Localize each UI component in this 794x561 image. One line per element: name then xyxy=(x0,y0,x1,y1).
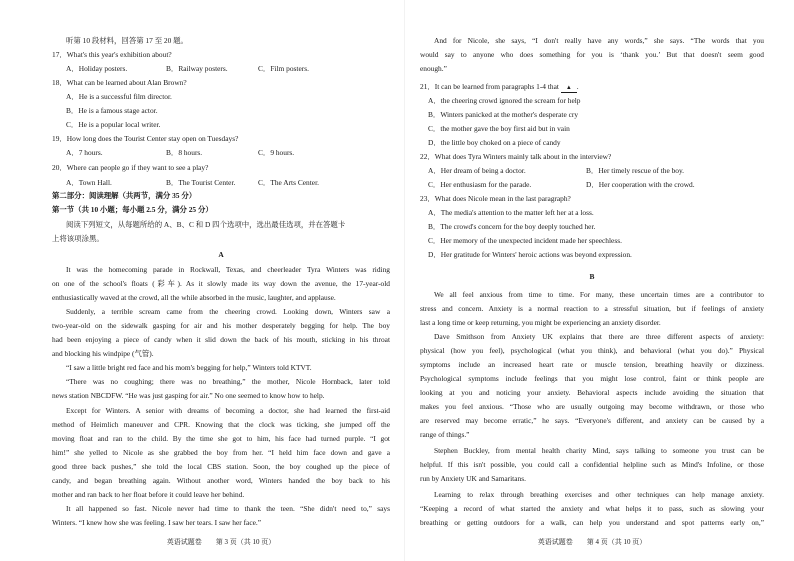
q21-option-c[interactable]: C．the mother gave the boy first aid but in vain xyxy=(428,124,570,133)
q17-option-b[interactable]: B．Railway posters. xyxy=(166,64,228,73)
question-19: 19．How long does the Tourist Center stay open on Tuesdays? xyxy=(52,134,239,143)
passage-a-p5-line: method of Heimlich maneuver and CPR. Knowing that the clock was ticking, she jumped off the xyxy=(52,420,390,429)
question-17: 17．What's this year's exhibition about? xyxy=(52,50,172,59)
passage-b-p4-line: breathing or getting outdoors for a walk, can help you understand and spot patterns early on,” xyxy=(420,518,764,527)
passage-b-p2-line: physical (how you feel), psychological (what you think), and behavioral (what you do).” Physical xyxy=(420,346,764,355)
instructions-line-1: 阅读下列短文，从每题所给的 A、B、C 和 D 四个选项中，选出最佳选项，并在答题卡 xyxy=(66,220,346,229)
passage-a-p4-line: “There was no coughing; there was no breathing,” the mother, Nicole Hornback, later told xyxy=(66,377,390,386)
passage-a-p2-line: and blocking his windpipe (气管). xyxy=(52,349,154,358)
passage-a-p7-line: And for Nicole, she says, “I don't really have any words,” she says. “The words that you xyxy=(434,36,764,45)
passage-b-title: B xyxy=(589,272,595,281)
passage-a-p5-line: Except for Winters. A senior with dreams of becoming a doctor, she had learned the first-aid xyxy=(66,406,390,415)
q22-option-b[interactable]: B．Her timely rescue of the boy. xyxy=(586,166,685,175)
instructions-line-2: 上将该项涂黑。 xyxy=(52,234,104,243)
section-one-heading: 第一节（共 10 小题；每小题 2.5 分，满分 25 分） xyxy=(52,205,213,214)
q23-option-a[interactable]: A．The media's attention to the matter left her at a loss. xyxy=(428,208,594,217)
passage-a-title: A xyxy=(218,250,224,259)
passage-b-p4-line: Learning to relax through breathing exercises and other techniques can help manage anxiety. xyxy=(434,490,764,499)
q18-option-c[interactable]: C．He is a popular local writer. xyxy=(66,120,161,129)
passage-b-p1-line: stress and concern. Anxiety is a normal reaction to a stressful situation, but if feelings of anxiety xyxy=(420,304,764,313)
q23-option-b[interactable]: B．The crowd's concern for the boy deeply touched her. xyxy=(428,222,596,231)
question-20: 20．Where can people go if they want to see a play? xyxy=(52,163,209,172)
q22-option-c[interactable]: C．Her enthusiasm for the parade. xyxy=(428,180,532,189)
passage-a-p7-line: would say to anyone who does something for you is ‘thank you.’ But that doesn't seem good xyxy=(420,50,764,59)
listening-intro: 听第 10 段材料，回答第 17 至 20 题。 xyxy=(66,36,188,45)
passage-b-p2-line: looking at you and noticing your anxiety. Behavioral aspects include avoiding the situation that xyxy=(420,388,764,397)
passage-b-p4-line: “Keeping a record of what started the anxiety and what helps it to pass, such as slowing your xyxy=(420,504,764,513)
passage-a-p2-line: Suddenly, a terrible scream came from the cheering crowd. Looking down, Winters saw a xyxy=(66,307,390,316)
right-page-footer: 英语试题卷 第 4 页（共 10 页） xyxy=(537,538,647,546)
q21-option-b[interactable]: B．Winters panicked at the mother's desperate cry xyxy=(428,110,579,119)
q18-option-a[interactable]: A．He is a successful film director. xyxy=(66,92,172,101)
passage-b-p2-line: symptoms include an increased heart rate or muscle tension, breathing heavily or dizziness. xyxy=(420,360,764,369)
passage-a-p5-line: good three back pushes,” she told the local CBS station. Soon, the boy coughed up the piece of xyxy=(52,462,390,471)
passage-a-p5-line: him!” she yelled to Nicole as she grabbed the boy from her. “I held him face down and gave a xyxy=(52,448,390,457)
passage-a-p5-line: candy, and began breathing again. Without another word, Winters handed the boy back to his xyxy=(52,476,390,485)
right-page xyxy=(420,0,764,561)
passage-a-p5-line: mother and ran back to her float before it could leave her behind. xyxy=(52,490,245,499)
passage-a-p1-line: It was the homecoming parade in Rockwall, Texas, and cheerleader Tyra Winters was riding xyxy=(66,265,390,274)
passage-b-p2-line: are reserved may become erratic,” he says. “Everyone's different, and anxiety can be caused by a xyxy=(420,416,764,425)
question-22: 22．What does Tyra Winters mainly talk about in the interview? xyxy=(420,152,612,161)
passage-a-p1-line: on one of the school's floats (彩车). As it slowly made its way down the avenue, the 17-year-old xyxy=(52,279,390,288)
answer-blank: ▲ xyxy=(561,84,577,93)
q17-option-a[interactable]: A．Holiday posters. xyxy=(66,64,128,73)
left-page xyxy=(52,0,390,561)
q20-option-a[interactable]: A．Town Hall. xyxy=(66,178,112,187)
passage-b-p2-line: makes you feel anxious. “Those who are usually outgoing may become withdrawn, or those who xyxy=(420,402,764,411)
passage-b-p1-line: We all feel anxious from time to time. For many, these uncertain times are a contributor to xyxy=(434,290,764,299)
q21-period: . xyxy=(576,82,579,91)
q19-option-a[interactable]: A．7 hours. xyxy=(66,148,103,157)
q21-option-a[interactable]: A．the cheering crowd ignored the scream for help xyxy=(428,96,581,105)
passage-b-p2-line: Psychological symptoms include feelings that you might lose control, faint or think people are xyxy=(420,374,764,383)
passage-a-p4-line: news station NBCDFW. “He was just gasping for air.” No one seemed to know how to help. xyxy=(52,391,325,400)
page-divider xyxy=(404,0,405,561)
question-21 xyxy=(420,82,579,93)
passage-a-p2-line: two-year-old on the sidewalk gasping for air and his mother desperately begging for help. The boy xyxy=(52,321,390,330)
q20-option-c[interactable]: C．The Arts Center. xyxy=(258,178,319,187)
passage-b-p3-line: Stephen Buckley, from mental health charity Mind, says talking to someone you trust can be xyxy=(434,446,764,455)
q21-option-d[interactable]: D．the little boy choked on a piece of candy xyxy=(428,138,561,147)
passage-a-p5-line: moving float and ran to the child. By the time she got to him, his face had turned purple. “I got xyxy=(52,434,390,443)
q22-option-d[interactable]: D．Her cooperation with the crowd. xyxy=(586,180,695,189)
question-23: 23．What does Nicole mean in the last paragraph? xyxy=(420,194,571,203)
passage-a-p6-line: It all happened so fast. Nicole never had time to thank the teen. “She didn't need to,” says xyxy=(66,504,390,513)
passage-b-p2-line: Dave Smithson from Anxiety UK explains that there are three different aspects of anxiety: xyxy=(434,332,764,341)
q19-option-c[interactable]: C．9 hours. xyxy=(258,148,295,157)
passage-a-p1-line: enthusiastically waved at the crowd, all the while absorbed in the music, laughter, and applause. xyxy=(52,293,336,302)
passage-a-p6-line: Winters. “I knew how she was feeling. I saw her tears. I saw her face.” xyxy=(52,518,262,527)
q21-stem: 21．It can be learned from paragraphs 1-4 that xyxy=(420,82,559,91)
q22-option-a[interactable]: A．Her dream of being a doctor. xyxy=(428,166,526,175)
q20-option-b[interactable]: B．The Tourist Center. xyxy=(166,178,236,187)
q17-option-c[interactable]: C．Film posters. xyxy=(258,64,309,73)
part-two-heading: 第二部分：阅读理解（共两节，满分 35 分） xyxy=(52,191,197,200)
q23-option-d[interactable]: D．Her gratitude for Winters' heroic actions was beyond expression. xyxy=(428,250,632,259)
q18-option-b[interactable]: B．He is a famous stage actor. xyxy=(66,106,158,115)
passage-a-p3: “I saw a little bright red face and his mom's begging for help,” Winters told KTVT. xyxy=(66,363,312,372)
passage-a-p7-line: enough.” xyxy=(420,64,447,73)
left-page-footer: 英语试题卷 第 3 页（共 10 页） xyxy=(166,538,276,546)
passage-b-p3-line: run by Anxiety UK and Samaritans. xyxy=(420,474,526,483)
question-18: 18．What can be learned about Alan Brown? xyxy=(52,78,187,87)
q23-option-c[interactable]: C．Her memory of the unexpected incident made her speechless. xyxy=(428,236,622,245)
passage-b-p2-line: range of things.” xyxy=(420,430,470,439)
q19-option-b[interactable]: B．8 hours. xyxy=(166,148,203,157)
passage-b-p3-line: helpful. If this isn't possible, you could call a confidential helpline such as Mind's Infoline, or those xyxy=(420,460,764,469)
passage-a-p2-line: had been enjoying a piece of candy when it slid down the back of his mouth, sticking in his throat xyxy=(52,335,390,344)
passage-b-p1-line: last a long time or keep returning, you might be experiencing an anxiety disorder. xyxy=(420,318,661,327)
